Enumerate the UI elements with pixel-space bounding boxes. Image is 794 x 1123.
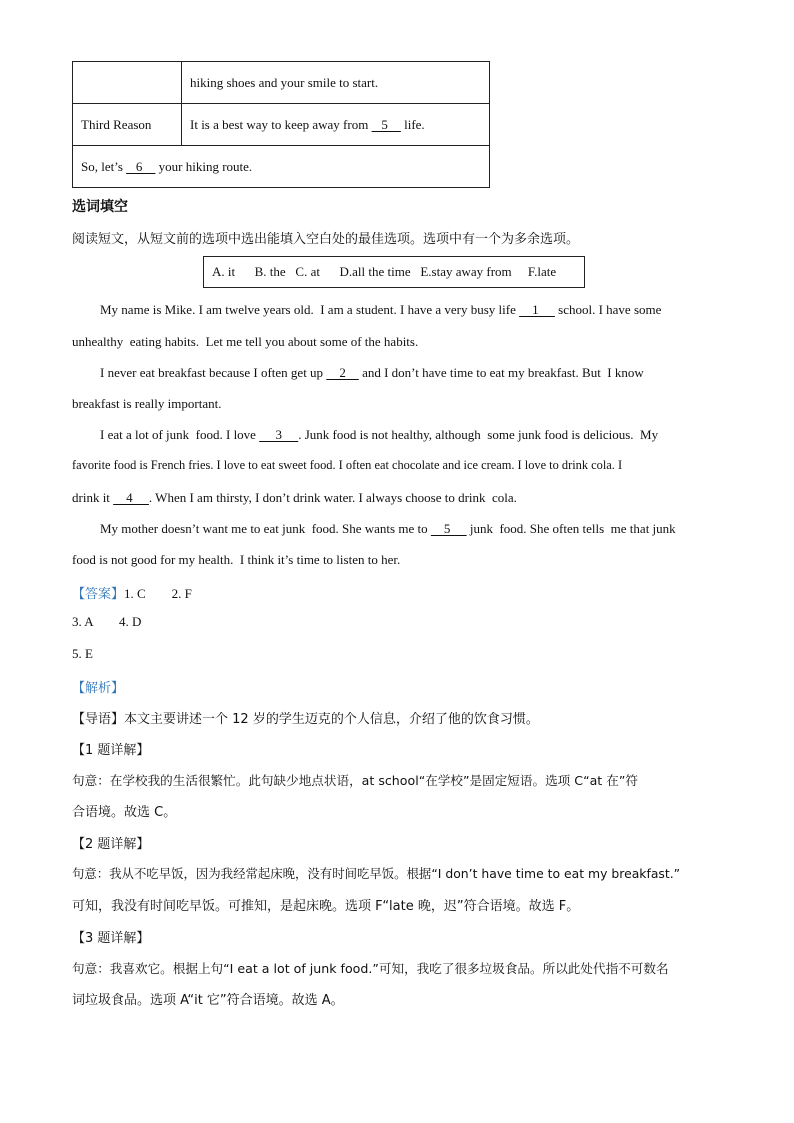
passage-text: . When I am thirsty, I don’t drink water. I always choose to drink cola. [148,490,517,505]
cell-text: your hiking route. [155,158,253,174]
passage-line [100,365,644,381]
answer-line: 3. A 4. D [72,614,142,629]
passage-line: food is not good for my health. I think it’s time to listen to her. [72,552,401,567]
passage-text: junk food. She often tells me that junk [466,521,676,536]
q3-label: 【3 题详解】 [72,931,150,946]
table-cell [182,104,490,146]
blank-6: 6 [126,158,156,174]
section-title: 选词填空 [72,199,128,215]
table-cell [73,104,182,146]
answer-text: 1. C 2. F [124,586,192,601]
passage-line [100,427,658,443]
cell-text: hiking shoes and your smile to start. [190,74,379,90]
q1-text-line: 合语境。故选 C。 [72,805,177,820]
blank-4: 4 [113,490,149,505]
options-text: A. it B. the C. at D.all the time E.stay away from F.late [212,264,557,279]
cell-text: It is a best way to keep away from [190,116,372,132]
blank-1: 1 [519,302,555,317]
answer-label: 【答案】 [72,587,125,602]
passage-line: unhealthy eating habits. Let me tell you about some of the habits. [72,334,419,349]
passage-text: My mother doesn’t want me to eat junk food. She wants me to [100,521,431,536]
answer-line: 5. E [72,646,93,661]
q3-text-line: 句意：我喜欢它。根据上句“I eat a lot of junk food.”可知，我吃了很多垃圾食品。所以此处代指不可数名 [72,961,669,976]
passage-line [72,490,517,506]
passage-line: favorite food is French fries. I love to eat sweet food. I often eat chocolate and ice cream. I love to drink cola. I [72,458,623,472]
table-row [73,62,490,104]
q2-label: 【2 题详解】 [72,837,150,852]
table-row [73,146,490,188]
blank-5-passage: 5 [430,521,467,536]
passage-text: school. I have some [554,302,662,317]
passage-line [100,302,661,318]
analysis-label: 【解析】 [72,681,125,696]
passage-text: . Junk food is not healthy, although some junk food is delicious. My [298,427,659,442]
blank-3: 3 [259,427,299,442]
table-cell [73,146,490,188]
passage-line: breakfast is really important. [72,396,222,411]
options-box [203,256,585,288]
cell-text: So, let’s [81,158,127,174]
table-cell-empty [73,62,182,104]
cell-text: Third Reason [81,116,152,132]
q3-text-line: 词垃圾食品。选项 A“it 它”符合语境。故选 A。 [72,993,344,1008]
q2-text-line: 句意：我从不吃早饭，因为我经常起床晚，没有时间吃早饭。根据“I don’t have time to eat my breakfast.” [72,866,681,881]
passage-line [100,521,676,537]
table-cell [182,62,490,104]
passage-text: I never eat breakfast because I often get up [100,365,327,380]
passage-text: I eat a lot of junk food. I love [100,427,260,442]
guide-label: 【导语】 [72,712,125,727]
guide-text: 本文主要讲述一个 12 岁的学生迈克的个人信息，介绍了他的饮食习惯。 [124,712,539,727]
reasons-table [72,61,490,188]
cell-text: life. [400,116,425,132]
blank-5: 5 [371,116,401,132]
passage-text: My name is Mike. I am twelve years old. I am a student. I have a very busy life [100,302,520,317]
q2-text-line: 可知，我没有时间吃早饭。可推知，是起床晚。选项 F“late 晚，迟”符合语境。故选 F。 [72,899,580,914]
instruction: 阅读短文，从短文前的选项中选出能填入空白处的最佳选项。选项中有一个为多余选项。 [72,232,580,247]
answer-line [72,583,192,602]
q1-text-line: 句意：在学校我的生活很繁忙。此句缺少地点状语，at school“在学校”是固定短语。选项 C“at 在”符 [72,773,638,788]
guide-line [72,708,539,727]
passage-text: drink it [72,490,114,505]
table-row [73,104,490,146]
blank-2: 2 [326,365,359,380]
passage-text: and I don’t have time to eat my breakfast. But I know [358,365,644,380]
q1-label: 【1 题详解】 [72,743,150,758]
